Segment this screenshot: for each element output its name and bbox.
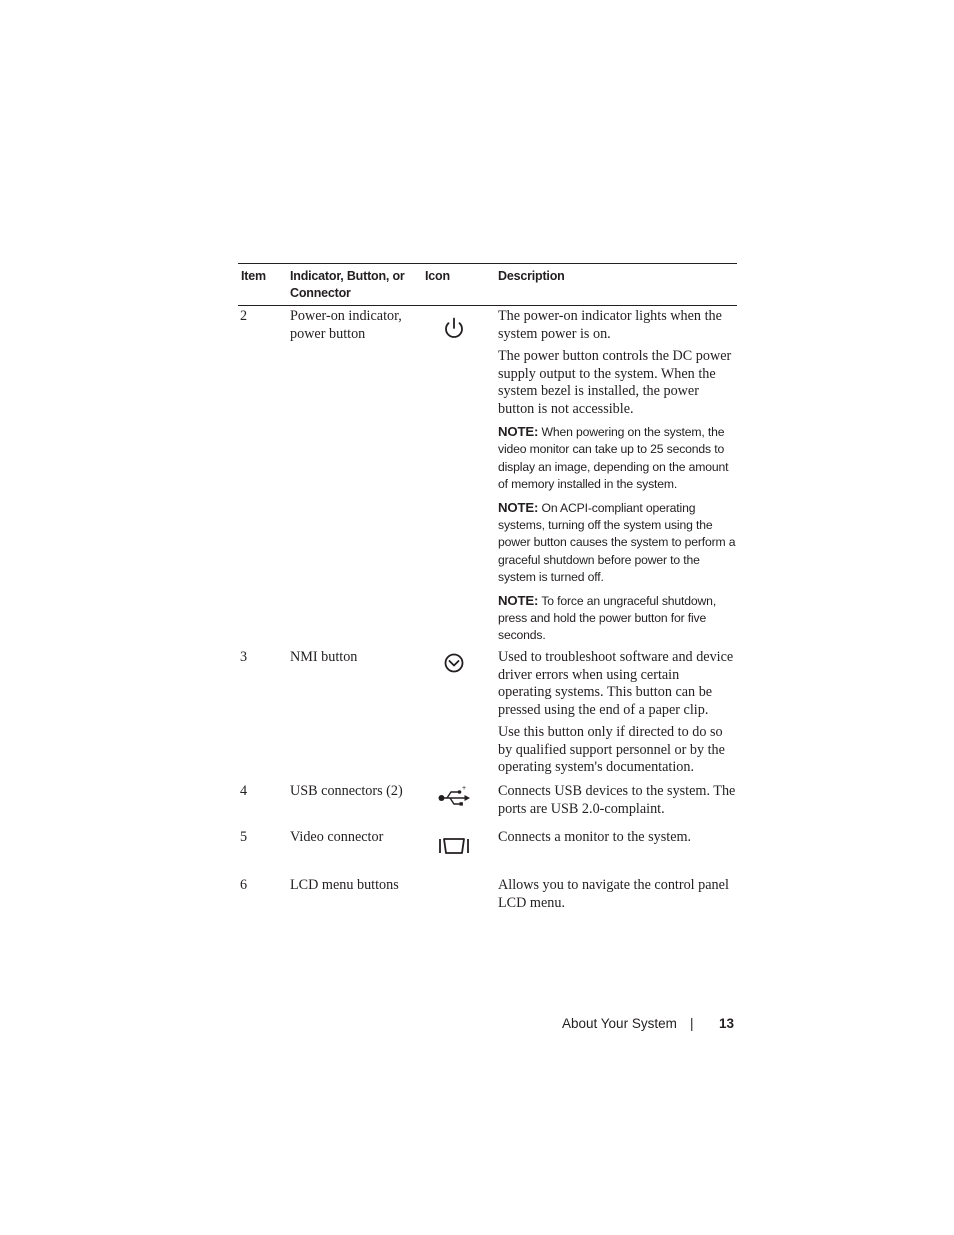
note-label: NOTE: xyxy=(498,424,539,439)
nmi-icon xyxy=(438,649,470,677)
description-paragraph: Connects a monitor to the system. xyxy=(498,829,692,845)
note xyxy=(498,592,736,645)
row-component-name: LCD menu buttons xyxy=(290,877,399,893)
note-label: NOTE: xyxy=(498,592,539,608)
header-icon: Icon xyxy=(425,269,450,283)
description-paragraph: Allows you to navigate the control panel LCD menu. xyxy=(498,877,729,911)
footer-separator: | xyxy=(690,1016,694,1031)
header-indicator: Indicator, Button, or Connector xyxy=(290,269,405,300)
note-text: To force an ungraceful shutdown, press and hold the power button for five seconds. xyxy=(498,593,717,643)
note xyxy=(498,499,736,587)
row-description xyxy=(498,877,736,917)
note xyxy=(498,423,736,494)
row-item-number: 3 xyxy=(240,649,248,665)
row-description xyxy=(498,829,736,852)
note-text: When powering on the system, the video monitor can take up to 25 seconds to display an image, depending on the amount of memory installed in the system. xyxy=(498,425,729,492)
header-item: Item xyxy=(241,269,266,283)
description-paragraph: Connects USB devices to the system. The ports are USB 2.0-complaint. xyxy=(498,783,736,817)
table-header-rule xyxy=(238,305,737,306)
page-number: 13 xyxy=(719,1016,735,1031)
description-paragraph: The power button controls the DC power supply output to the system. When the system bezel is installed, the power button is not accessible. xyxy=(498,348,732,417)
row-component-name: Video connector xyxy=(290,829,384,845)
header-description: Description xyxy=(498,269,565,283)
row-item-number: 4 xyxy=(240,783,248,799)
note-text: On ACPI-compliant operating systems, turning off the system using the power button causes the system to perform a graceful shutdown before power to the system is turned off. xyxy=(498,500,736,585)
description-paragraph: The power-on indicator lights when the system power is on. xyxy=(498,308,722,342)
power-icon xyxy=(438,317,470,345)
row-item-number: 6 xyxy=(240,877,248,893)
description-paragraph: Used to troubleshoot software and device driver errors when using certain operating systems. This button can be pressed using the end of a paper clip. xyxy=(498,649,734,718)
row-component-name: Power-on indicator, power button xyxy=(290,308,402,342)
usb-icon xyxy=(438,784,470,812)
note-label: NOTE: xyxy=(498,499,539,515)
table-top-rule xyxy=(238,263,737,264)
row-component-name: NMI button xyxy=(290,649,358,665)
row-description xyxy=(498,649,736,782)
footer-section-title: About Your System xyxy=(562,1016,677,1031)
svg-text:+: + xyxy=(462,785,467,792)
row-description xyxy=(498,308,736,650)
row-component-name: USB connectors (2) xyxy=(290,783,403,799)
row-item-number: 5 xyxy=(240,829,248,845)
row-item-number: 2 xyxy=(240,308,248,324)
video-icon xyxy=(438,835,470,863)
row-description xyxy=(498,783,736,823)
description-paragraph: Use this button only if directed to do so by qualified support personnel or by the operating system's documentation. xyxy=(498,724,725,775)
